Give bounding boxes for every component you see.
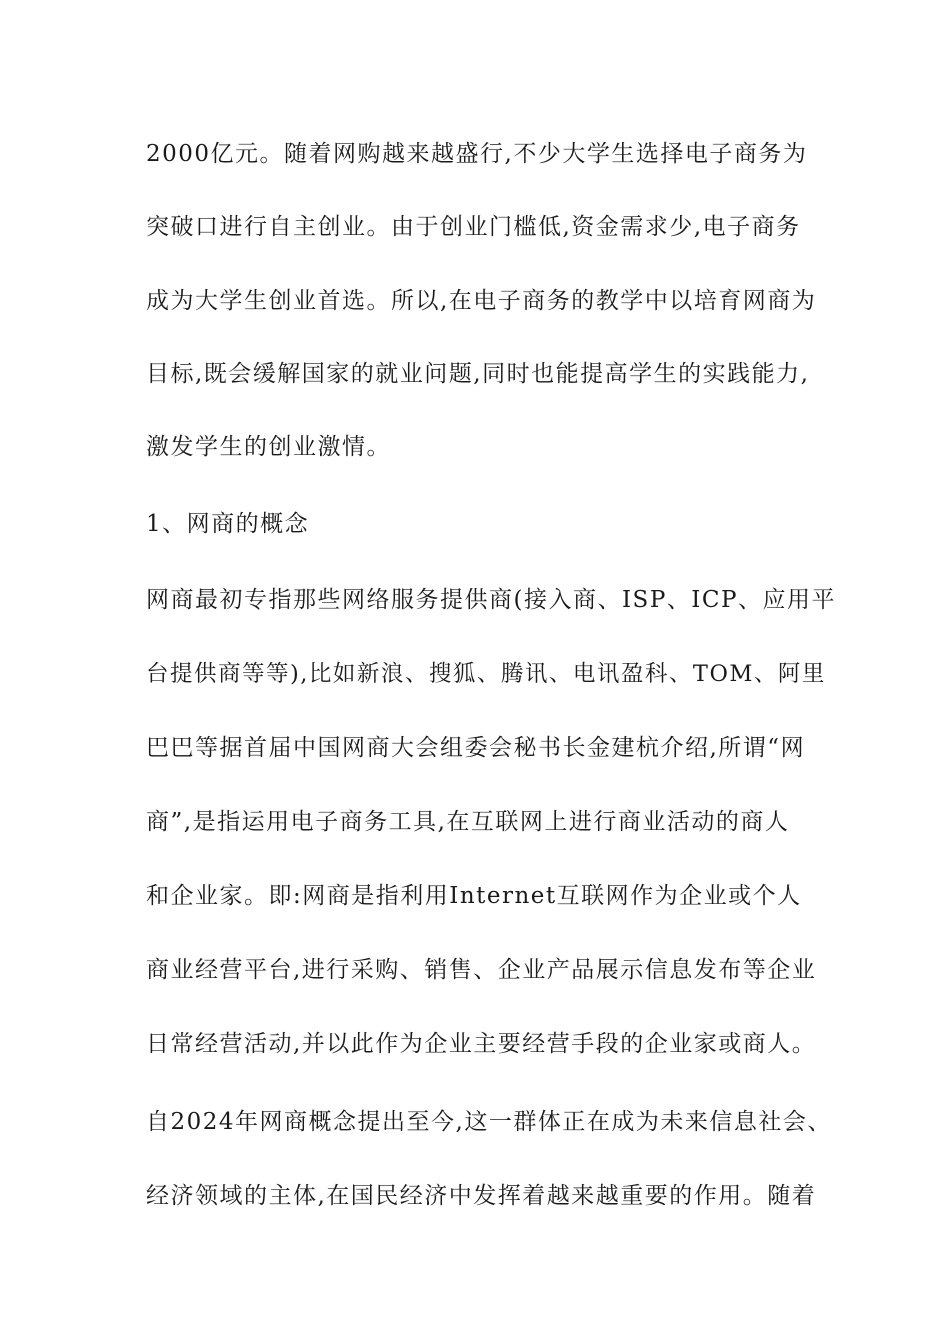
paragraph-line: 目标,既会缓解国家的就业问题,同时也能提高学生的实践能力,: [146, 361, 810, 387]
paragraph-line: 巴巴等据首届中国网商大会组委会秘书长金建杭介绍,所谓“网: [146, 735, 806, 761]
section-heading: 1、网商的概念: [146, 511, 310, 537]
paragraph-line: 自2024年网商概念提出至今,这一群体正在成为未来信息社会、: [146, 1109, 832, 1135]
paragraph-line: 2000亿元。随着网购越来越盛行,不少大学生选择电子商务为: [146, 141, 808, 167]
paragraph-line: 成为大学生创业首选。所以,在电子商务的教学中以培育网商为: [146, 288, 817, 314]
paragraph-line: 和企业家。即:网商是指利用Internet互联网作为企业或个人: [146, 883, 802, 909]
paragraph-line: 日常经营活动,并以此作为企业主要经营手段的企业家或商人。: [146, 1031, 817, 1057]
paragraph-line: 网商最初专指那些网络服务提供商(接入商、ISP、ICP、应用平: [146, 587, 836, 613]
paragraph-line: 台提供商等等),比如新浪、搜狐、腾讯、电讯盈科、TOM、阿里: [146, 661, 826, 687]
paragraph-line: 商”,是指运用电子商务工具,在互联网上进行商业活动的商人: [146, 809, 790, 835]
paragraph-line: 激发学生的创业激情。: [146, 434, 391, 460]
paragraph-line: 商业经营平台,进行采购、销售、企业产品展示信息发布等企业: [146, 957, 817, 983]
paragraph-line: 经济领域的主体,在国民经济中发挥着越来越重要的作用。随着: [146, 1183, 817, 1209]
paragraph-line: 突破口进行自主创业。由于创业门槛低,资金需求少,电子商务: [146, 214, 801, 240]
